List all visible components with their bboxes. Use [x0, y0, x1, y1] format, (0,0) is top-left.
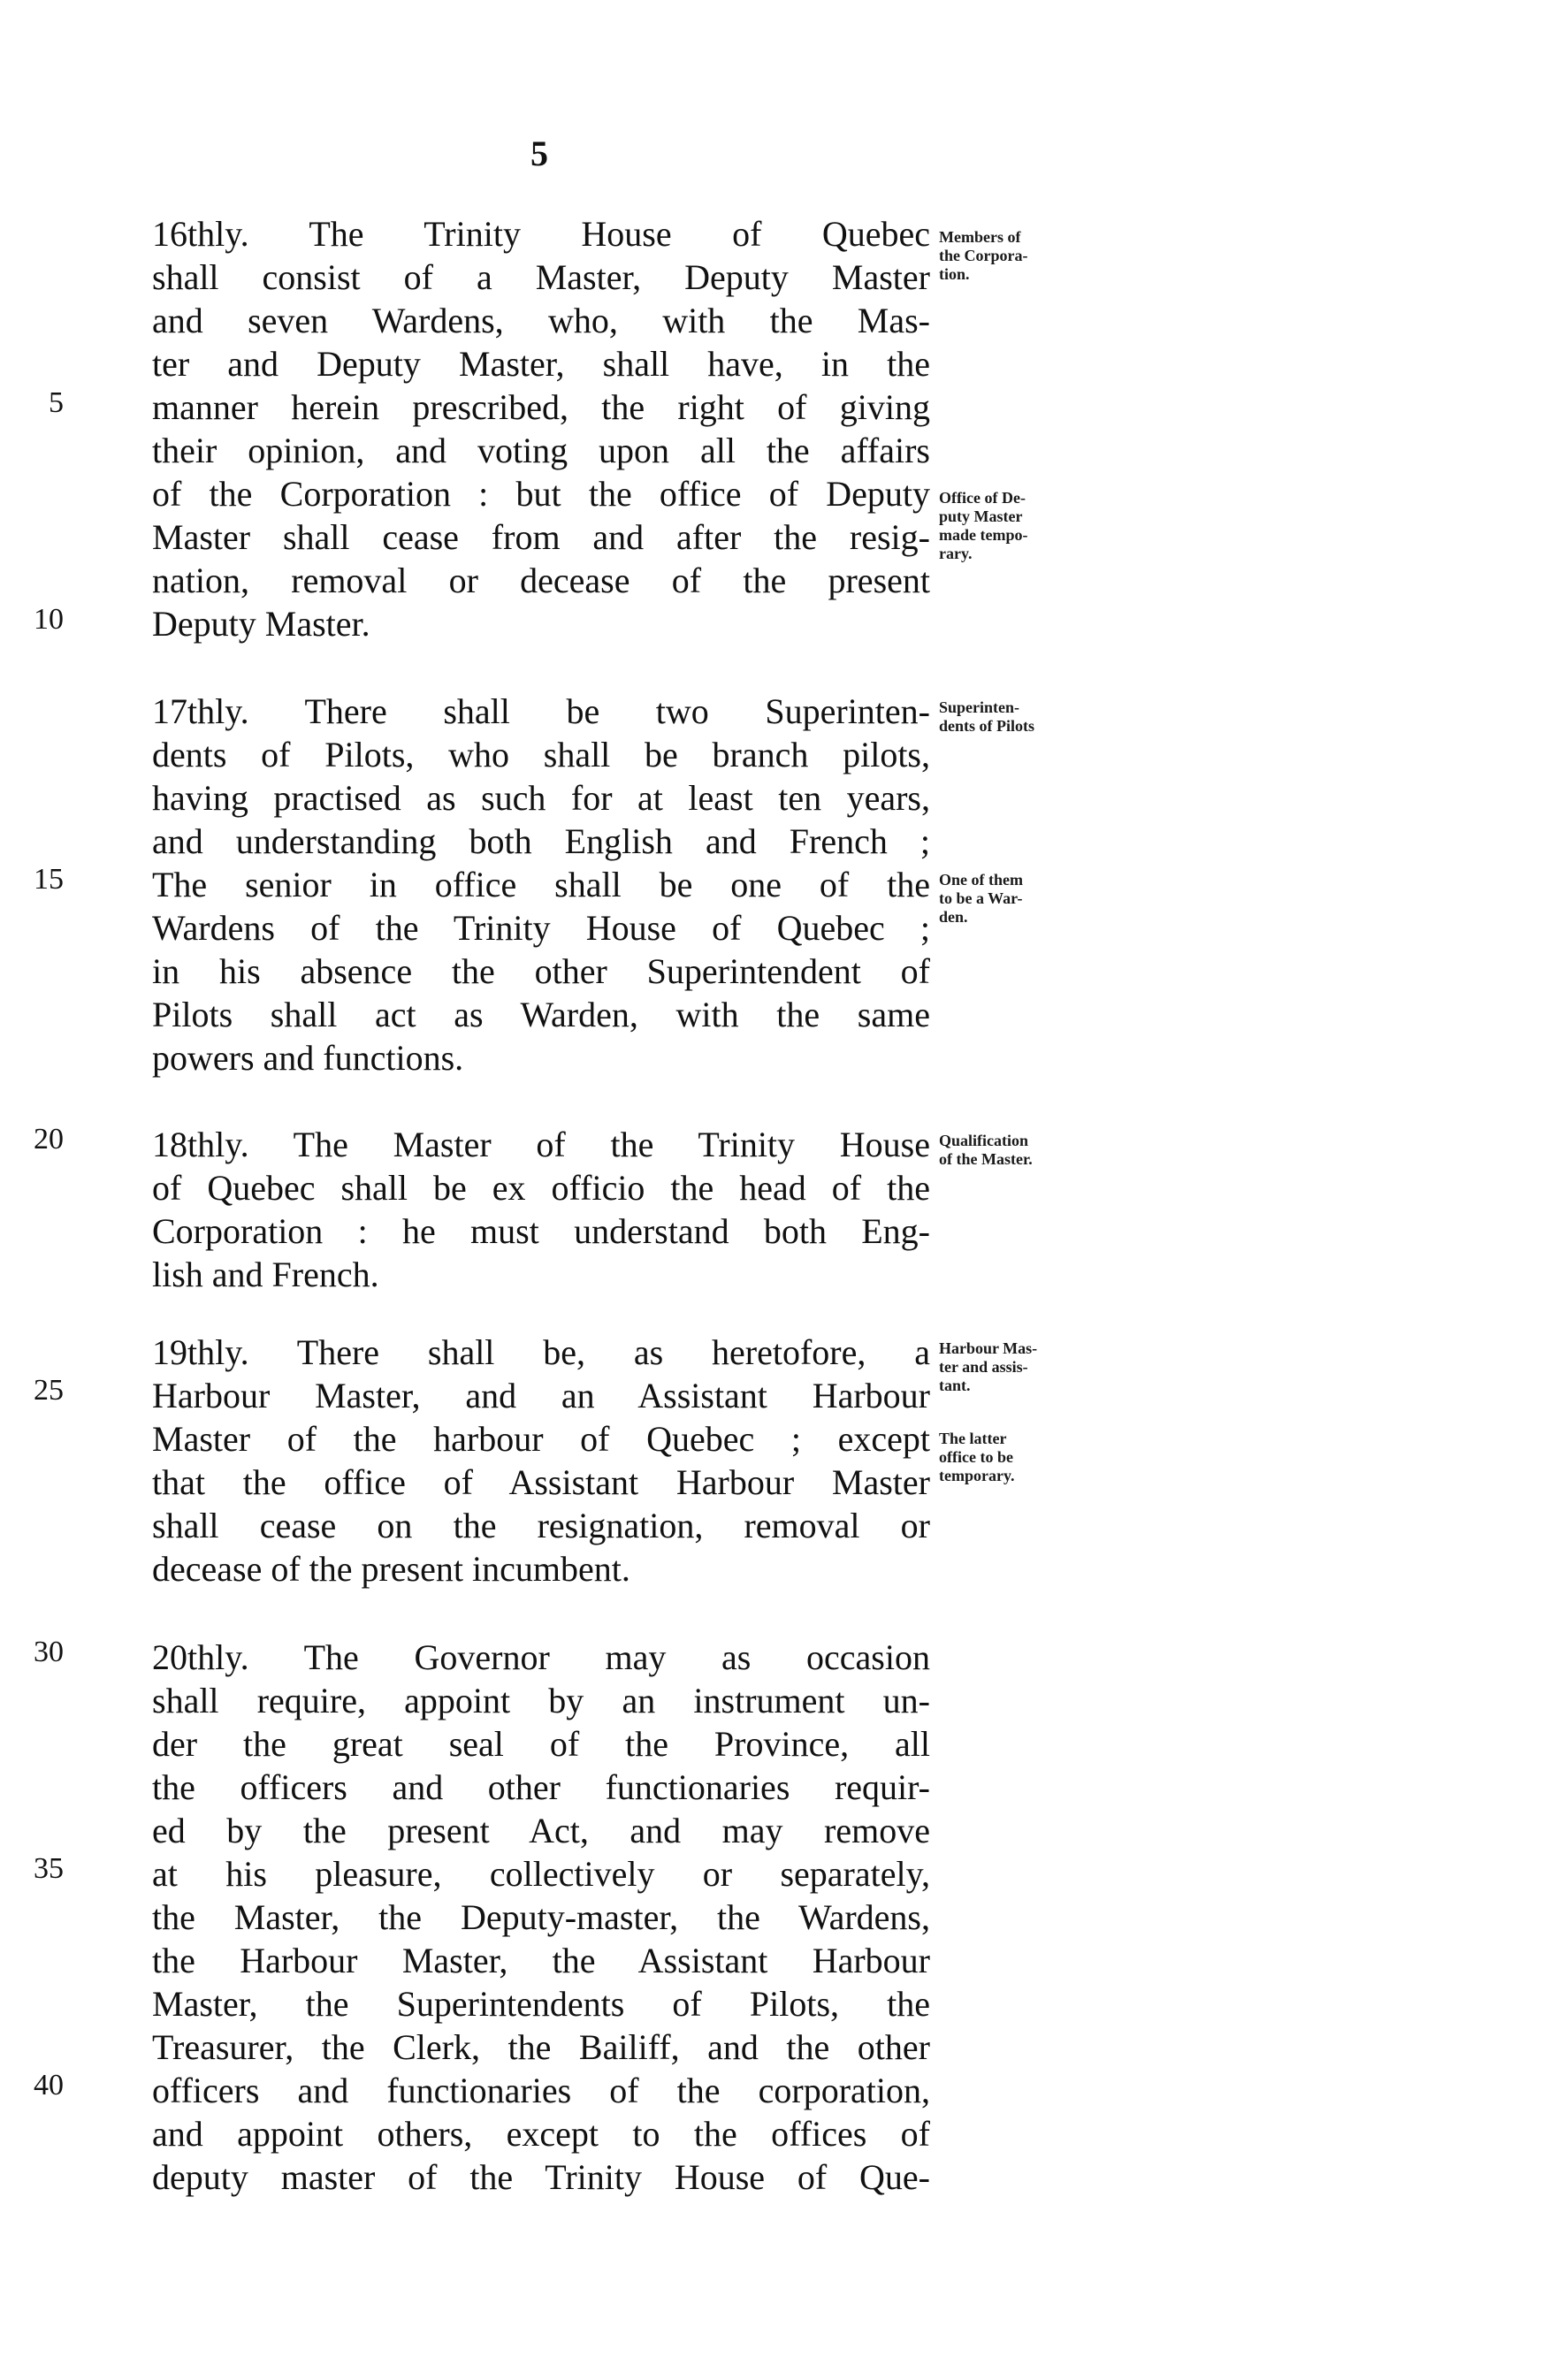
text-line: of the Corporation : but the office of Deputy	[152, 474, 930, 514]
text-line: 20thly. The Governor may as occasion	[152, 1637, 930, 1677]
text-line: and seven Wardens, who, with the Mas-	[152, 301, 930, 340]
text-line: having practised as such for at least ten years,	[152, 778, 930, 818]
text-line: 18thly. The Master of the Trinity House	[152, 1125, 930, 1164]
margin-note-harbour	[939, 1339, 1116, 1395]
margin-note-superintendents	[939, 698, 1116, 736]
text-line: and understanding both English and French ;	[152, 821, 930, 861]
text-line: nation, removal or decease of the present	[152, 561, 930, 600]
margin-note-line: The latter	[939, 1430, 1007, 1447]
text-line: at his pleasure, collectively or separately,	[152, 1854, 930, 1894]
text-line: ed by the present Act, and may remove	[152, 1811, 930, 1850]
margin-note-line: ter and assis-	[939, 1358, 1028, 1376]
margin-note-line: rary.	[939, 545, 973, 562]
margin-note-line: office to be	[939, 1448, 1013, 1466]
page-number: 5	[530, 133, 548, 173]
text-line: the Master, the Deputy-master, the Wardens,	[152, 1897, 930, 1937]
text-line: that the office of Assistant Harbour Master	[152, 1462, 930, 1502]
text-line: decease of the present incumbent.	[152, 1549, 630, 1589]
margin-note-line: tion.	[939, 265, 970, 283]
margin-note-line: One of them	[939, 871, 1023, 889]
text-line: Deputy Master.	[152, 604, 370, 644]
margin-note-deputy-master	[939, 489, 1116, 563]
text-line: and appoint others, except to the offices of	[152, 2114, 930, 2154]
margin-note-line: den.	[939, 908, 968, 926]
text-line: manner herein prescribed, the right of giving	[152, 387, 930, 427]
text-line: of Quebec shall be ex officio the head of the	[152, 1168, 930, 1208]
paragraph-20thly	[152, 1636, 930, 2199]
margin-note-line: made tempo-	[939, 526, 1028, 544]
paragraph-18thly	[152, 1123, 930, 1296]
text-line: the Harbour Master, the Assistant Harbour	[152, 1941, 930, 1980]
margin-note-line: of the Master.	[939, 1150, 1033, 1168]
margin-note-line: Members of	[939, 228, 1021, 246]
line-number: 25	[34, 1374, 64, 1407]
paragraph-17thly	[152, 690, 930, 1079]
text-line: Wardens of the Trinity House of Quebec ;	[152, 908, 930, 948]
text-line: dents of Pilots, who shall be branch pilots,	[152, 735, 930, 774]
text-line: Master, the Superintendents of Pilots, the	[152, 1984, 930, 2024]
text-line: Treasurer, the Clerk, the Bailiff, and the other	[152, 2027, 930, 2067]
margin-note-line: the Corpora-	[939, 247, 1028, 264]
text-line: powers and functions.	[152, 1038, 464, 1078]
line-number: 15	[34, 863, 64, 896]
text-line: Master of the harbour of Quebec ; except	[152, 1419, 930, 1459]
line-number: 40	[34, 2069, 64, 2102]
text-line: 19thly. There shall be, as heretofore, a	[152, 1332, 930, 1372]
line-number: 10	[34, 603, 64, 636]
text-line: shall require, appoint by an instrument un-	[152, 1681, 930, 1720]
text-line: the officers and other functionaries requir-	[152, 1767, 930, 1807]
text-line: shall cease on the resignation, removal or	[152, 1506, 930, 1545]
margin-note-line: tant.	[939, 1377, 971, 1394]
paragraph-16thly	[152, 212, 930, 645]
margin-note-temporary	[939, 1430, 1116, 1485]
text-line: ter and Deputy Master, shall have, in the	[152, 344, 930, 384]
margin-note-line: dents of Pilots	[939, 717, 1034, 735]
text-line: deputy master of the Trinity House of Que-	[152, 2157, 930, 2197]
text-line: der the great seal of the Province, all	[152, 1724, 930, 1764]
text-line: Harbour Master, and an Assistant Harbour	[152, 1376, 930, 1415]
text-line: Pilots shall act as Warden, with the same	[152, 995, 930, 1034]
text-line: shall consist of a Master, Deputy Master	[152, 257, 930, 297]
text-line: Master shall cease from and after the resig-	[152, 517, 930, 557]
text-line: in his absence the other Superintendent of	[152, 951, 930, 991]
margin-note-line: Qualification	[939, 1132, 1029, 1149]
margin-note-line: Harbour Mas-	[939, 1339, 1038, 1357]
margin-note-warden	[939, 871, 1116, 927]
margin-note-qualification	[939, 1132, 1116, 1169]
line-number: 5	[49, 386, 64, 419]
margin-note-line: puty Master	[939, 507, 1023, 525]
text-line: The senior in office shall be one of the	[152, 865, 930, 904]
text-line: their opinion, and voting upon all the affairs	[152, 431, 930, 470]
text-line: lish and French.	[152, 1255, 379, 1294]
margin-note-line: Office of De-	[939, 489, 1026, 507]
line-number: 35	[34, 1852, 64, 1885]
margin-note-members	[939, 228, 1116, 284]
margin-note-line: temporary.	[939, 1467, 1015, 1484]
text-line: officers and functionaries of the corporation,	[152, 2071, 930, 2110]
text-line: 17thly. There shall be two Superinten-	[152, 691, 930, 731]
line-number: 30	[34, 1636, 64, 1668]
text-line: Corporation : he must understand both Eng-	[152, 1211, 930, 1251]
margin-note-line: to be a War-	[939, 889, 1023, 907]
line-number: 20	[34, 1123, 64, 1156]
paragraph-19thly	[152, 1331, 930, 1590]
margin-note-line: Superinten-	[939, 698, 1020, 716]
text-line: 16thly. The Trinity House of Quebec	[152, 214, 930, 254]
